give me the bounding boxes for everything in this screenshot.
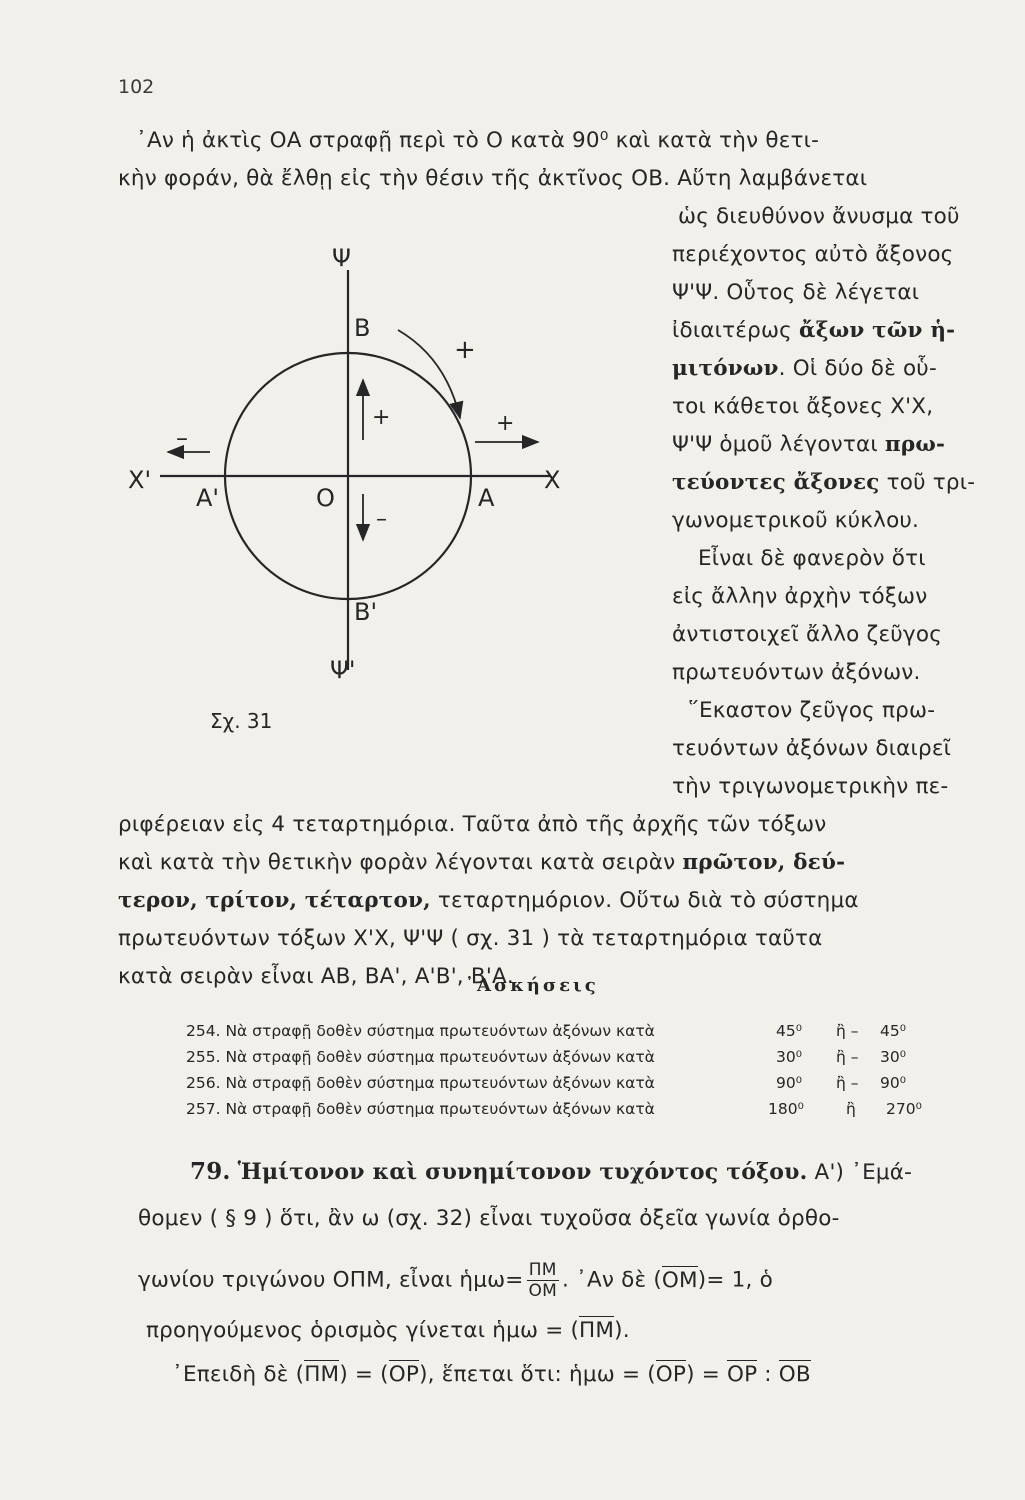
- text-line: Ψ'Ψ. Οὗτος δὲ λέγεται: [672, 280, 920, 305]
- exercise-text: 255. Νὰ στραφῇ δοθὲν σύστημα πρωτευόντων ἀξόνων κατὰ: [186, 1048, 655, 1066]
- fraction: [527, 1260, 559, 1301]
- text-run: :: [757, 1362, 779, 1387]
- text-line: [118, 888, 859, 913]
- text-run: . Οἱ δύο δὲ οὗ-: [778, 356, 937, 381]
- text-run: προηγούμενος ὁρισμὸς γίνεται ἡμω = (: [146, 1318, 580, 1343]
- label-B: Β: [354, 314, 371, 342]
- vector-overline: ΠΜ: [579, 1318, 615, 1343]
- text-line: [672, 432, 945, 457]
- label-plus-x: +: [496, 411, 515, 436]
- text-run: ), ἕπεται ὅτι: ἡμω = (: [419, 1362, 656, 1387]
- label-X: Χ: [544, 466, 561, 494]
- exercises-title: ᾿Ασκήσεις: [465, 975, 599, 996]
- text-line: [672, 356, 937, 381]
- text-line: θομεν ( § 9 ) ὅτι, ἂν ω (σχ. 32) εἶναι τυχοῦσα ὀξεῖα γωνία ὀρθο-: [138, 1206, 840, 1231]
- exercise-text: 257. Νὰ στραφῇ δοθὲν σύστημα πρωτευόντων ἀξόνων κατὰ: [186, 1100, 655, 1118]
- text-line: γωνομετρικοῦ κύκλου.: [672, 508, 920, 533]
- text-run: Α') ᾿Εμά-: [807, 1160, 913, 1185]
- text-line: τοι κάθετοι ἄξονες Χ'Χ,: [672, 394, 934, 419]
- label-plus-y: +: [372, 405, 391, 430]
- bold-term: μιτόνων: [672, 356, 779, 381]
- text-line: τευόντων ἀξόνων διαιρεῖ: [672, 736, 952, 761]
- text-line: Εἶναι δὲ φανερὸν ὅτι: [698, 546, 926, 571]
- label-psi-bottom: Ψ': [330, 656, 356, 684]
- text-line: πρωτευόντων τόξων Χ'Χ, Ψ'Ψ ( σχ. 31 ) τὰ τεταρτημόρια ταῦτα: [118, 926, 823, 951]
- vector-overline: ΟΡ: [726, 1362, 758, 1387]
- text-line: πρωτευόντων ἀξόνων.: [672, 660, 921, 685]
- label-A-prime: Α': [196, 484, 220, 512]
- exercise-angle-1: 45⁰: [776, 1022, 802, 1040]
- exercise-angle-2: 90⁰: [880, 1074, 906, 1092]
- text-line: ἀντιστοιχεῖ ἄλλο ζεῦγος: [672, 622, 943, 647]
- rotation-arc-arrow: [398, 330, 460, 418]
- exercise-text: 254. Νὰ στραφῇ δοθὲν σύστημα πρωτευόντων ἀξόνων κατὰ: [186, 1022, 655, 1040]
- section-heading-line: [190, 1158, 912, 1185]
- text-line: τὴν τριγωνομετρικὴν πε-: [672, 774, 949, 799]
- bold-term: τεύοντες ἄξονες: [672, 470, 880, 495]
- text-line: ῞Εκαστον ζεῦγος πρω-: [688, 698, 936, 723]
- label-psi-top: Ψ: [332, 244, 351, 272]
- vector-overline: ΟΒ: [778, 1362, 811, 1387]
- label-O: Ο: [316, 484, 335, 512]
- exercise-angle-1: 90⁰: [776, 1074, 802, 1092]
- bold-term: πρω-: [884, 432, 946, 457]
- section-title: Ἡμίτονον καὶ συνημίτονον τυχόντος τόξου.: [237, 1159, 808, 1185]
- exercise-angle-1: 30⁰: [776, 1048, 802, 1066]
- or-word: ἢ: [836, 1048, 846, 1066]
- text-run: ).: [614, 1318, 630, 1343]
- text-line: περιέχοντος αὐτὸ ἄξονος: [672, 242, 954, 267]
- minus-sign: –: [850, 1074, 859, 1092]
- text-run: . ᾿Αν δὲ (: [561, 1267, 662, 1293]
- text-run: ἰδιαιτέρως: [672, 318, 800, 343]
- page-number: 102: [118, 76, 155, 98]
- exercise-or: [836, 1022, 859, 1040]
- text-line: κὴν φοράν, θὰ ἔλθῃ εἰς τὴν θέσιν τῆς ἀκτῖνος ΟΒ. Αὕτη λαμβάνεται: [118, 166, 868, 191]
- label-plus-arc: +: [454, 335, 476, 365]
- bold-term: τερον, τρίτον, τέταρτον,: [118, 888, 431, 913]
- exercise-angle-2: 30⁰: [880, 1048, 906, 1066]
- text-run: τεταρτημόριον. Οὕτω διὰ τὸ σύστημα: [430, 888, 859, 913]
- figure-caption: Σχ. 31: [210, 709, 273, 733]
- text-line: ὡς διευθύνον ἄνυσμα τοῦ: [678, 204, 960, 229]
- text-line: [146, 1318, 630, 1343]
- label-B-prime: Β': [354, 598, 378, 626]
- minus-sign: –: [850, 1048, 859, 1066]
- text-run: ) =: [686, 1362, 727, 1387]
- text-line: [672, 318, 955, 343]
- text-run: ᾿Επειδὴ δὲ (: [172, 1362, 305, 1387]
- text-line: [672, 470, 975, 495]
- bold-term: ἄξων τῶν ἡ-: [799, 318, 956, 343]
- vector-overline: ΟΡ: [388, 1362, 420, 1387]
- bold-term: πρῶτον, δεύ-: [682, 850, 846, 875]
- text-line: [172, 1362, 811, 1387]
- label-minus-y: –: [376, 507, 387, 532]
- text-line: ᾿Αν ἡ ἀκτὶς ΟΑ στραφῇ περὶ τὸ Ο κατὰ 90⁰ καὶ κατὰ τὴν θετι-: [136, 128, 820, 153]
- or-word: ἢ: [836, 1074, 846, 1092]
- exercise-angle-1: 180⁰: [768, 1100, 804, 1118]
- text-run: )= 1, ὁ: [697, 1267, 773, 1293]
- exercise-or: [836, 1048, 859, 1066]
- label-A: Α: [478, 484, 495, 512]
- or-word: ἢ: [836, 1022, 846, 1040]
- figure-31: [120, 230, 580, 750]
- exercise-or: [836, 1074, 859, 1092]
- label-X-prime: Χ': [128, 466, 152, 494]
- exercise-or: ἢ: [846, 1100, 856, 1118]
- vector-overline: ΠΜ: [304, 1362, 340, 1387]
- text-line: ριφέρειαν εἰς 4 τεταρτημόρια. Ταῦτα ἀπὸ τῆς ἀρχῆς τῶν τόξων: [118, 812, 827, 837]
- text-run: καὶ κατὰ τὴν θετικὴν φορὰν λέγονται κατὰ σειρὰν: [118, 850, 683, 875]
- fraction-numerator: ΠΜ: [527, 1260, 559, 1281]
- vector-overline: ΟΜ: [661, 1267, 698, 1293]
- vector-overline: ΟΡ: [655, 1362, 687, 1387]
- exercise-angle-2: 45⁰: [880, 1022, 906, 1040]
- fraction-denominator: ΟΜ: [528, 1281, 557, 1301]
- text-line: [138, 1260, 773, 1301]
- section-number: 79.: [190, 1158, 231, 1185]
- text-run: γωνίου τριγώνου ΟΠΜ, εἶναι ἡμω=: [138, 1267, 524, 1293]
- minus-sign: –: [850, 1022, 859, 1040]
- exercise-text: 256. Νὰ στραφῇ δοθὲν σύστημα πρωτευόντων ἀξόνων κατὰ: [186, 1074, 655, 1092]
- exercise-angle-2: 270⁰: [886, 1100, 922, 1118]
- text-run: τοῦ τρι-: [879, 470, 976, 495]
- text-run: ) = (: [339, 1362, 389, 1387]
- text-line: [118, 850, 845, 875]
- label-minus-x: –: [176, 424, 188, 452]
- text-run: Ψ'Ψ ὁμοῦ λέγονται: [672, 432, 885, 457]
- text-line: εἰς ἄλλην ἀρχὴν τόξων: [672, 584, 928, 609]
- text-line: κατὰ σειρὰν εἶναι ΑΒ, ΒΑ', Α'Β', Β'Α.: [118, 964, 514, 989]
